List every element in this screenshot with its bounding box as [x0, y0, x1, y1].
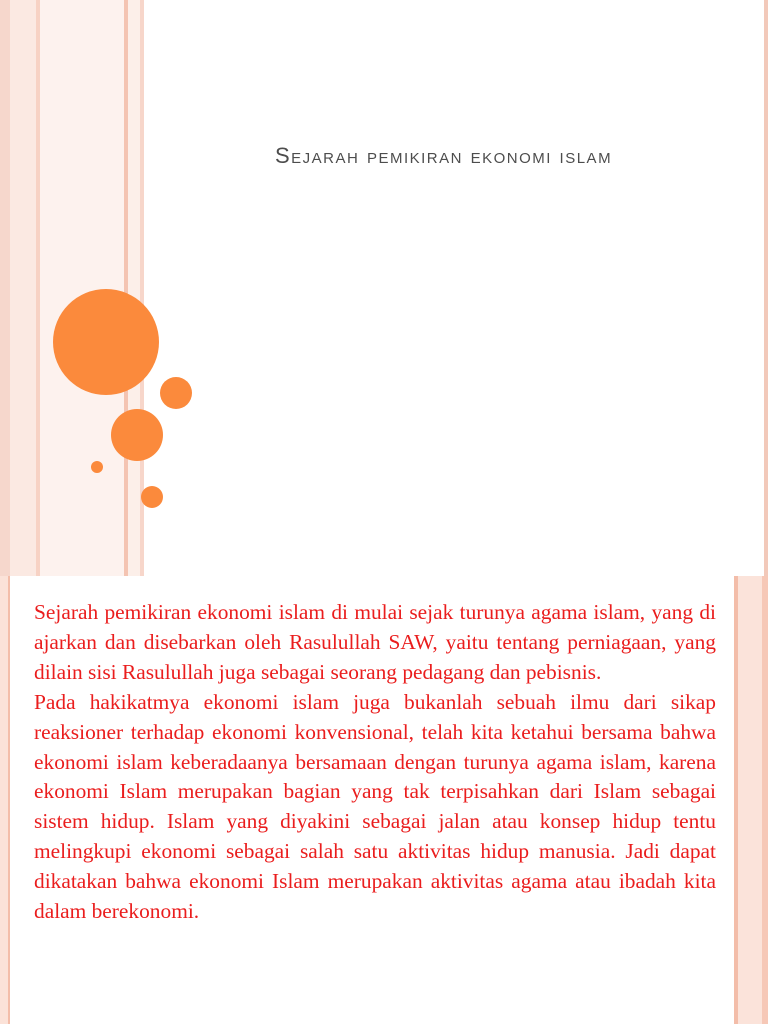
decorative-band — [0, 0, 148, 576]
decorative-circle-medium — [111, 409, 163, 461]
decorative-circle-tiny — [91, 461, 103, 473]
decorative-edge-left — [0, 576, 12, 1024]
paragraph: Pada hakikatmya ekonomi islam juga bukanlah sebuah ilmu dari sikap reaksioner terhadap ekonomi konvensional, telah kita ketahui bersama bahwa ekonomi islam keberadaanya bersamaan dengan turunya agama islam, karena ekonomi Islam merupakan bagian yang tak terpisahkan dari Islam sebagai sistem hidup. Islam yang diyakini sebagai jalan atau konsep hidup tentu melingkupi ekonomi sebagai salah satu aktivitas hidup manusia. Jadi dapat dikatakan bahwa ekonomi Islam merupakan aktivitas agama atau ibadah kita dalam berekonomi. — [34, 689, 716, 924]
slide-title: Sejarah pemikiran ekonomi islam — [275, 143, 613, 168]
content-slide — [0, 576, 768, 1024]
decorative-edge-right — [732, 576, 768, 1024]
decorative-circle-large — [53, 289, 159, 395]
paragraph: Sejarah pemikiran ekonomi islam di mulai sejak turunya agama islam, yang di ajarkan dan disebarkan oleh Rasulullah SAW, yaitu tentang perniagaan, yang dilain sisi Rasulullah juga sebagai seorang pedagang dan pebisnis. — [34, 600, 716, 684]
body-text — [34, 598, 716, 927]
decorative-circle-small — [141, 486, 163, 508]
decorative-edge-line — [764, 0, 768, 576]
decorative-circle-small — [160, 377, 192, 409]
